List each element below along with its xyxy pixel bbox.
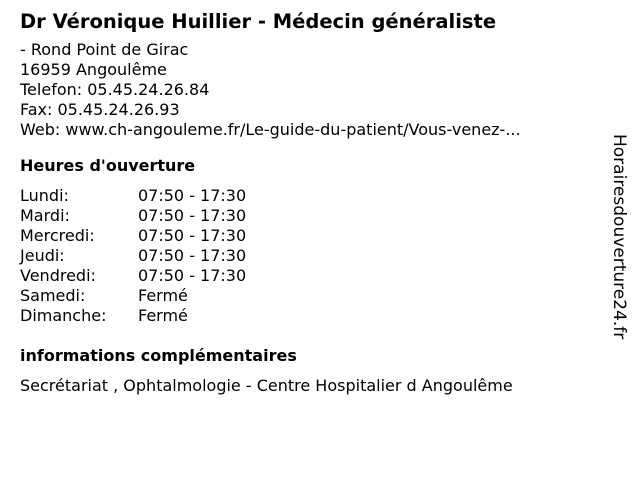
address-block bbox=[20, 40, 600, 140]
hours-row-thursday bbox=[20, 246, 600, 266]
site-brand-vertical: Horairesdouverture24.fr bbox=[609, 134, 629, 340]
day-label: Jeudi: bbox=[20, 246, 65, 265]
website-link[interactable]: Web: www.ch-angouleme.fr/Le-guide-du-patient/Vous-venez-... bbox=[20, 120, 521, 139]
listing-card bbox=[20, 8, 600, 396]
hours-row-saturday bbox=[20, 286, 600, 306]
day-hours: 07:50 - 17:30 bbox=[138, 206, 247, 225]
day-hours: 07:50 - 17:30 bbox=[138, 186, 247, 205]
day-hours: 07:50 - 17:30 bbox=[138, 266, 247, 285]
page-title: Dr Véronique Huillier - Médecin généraliste bbox=[20, 10, 497, 33]
day-label: Mercredi: bbox=[20, 226, 95, 245]
day-label: Dimanche: bbox=[20, 306, 107, 325]
fax-number: Fax: 05.45.24.26.93 bbox=[20, 100, 180, 119]
day-label: Lundi: bbox=[20, 186, 69, 205]
day-label: Vendredi: bbox=[20, 266, 96, 285]
hours-row-sunday bbox=[20, 306, 600, 326]
hours-row-tuesday bbox=[20, 206, 600, 226]
hours-table bbox=[20, 186, 600, 326]
phone-number: Telefon: 05.45.24.26.84 bbox=[20, 80, 210, 99]
city-address: 16959 Angoulême bbox=[20, 60, 167, 79]
day-hours: Fermé bbox=[138, 306, 188, 325]
day-hours: 07:50 - 17:30 bbox=[138, 226, 247, 245]
hours-row-friday bbox=[20, 266, 600, 286]
hours-row-wednesday bbox=[20, 226, 600, 246]
info-text: Secrétariat , Ophtalmologie - Centre Hospitalier d Angoulême bbox=[20, 376, 513, 395]
hours-heading: Heures d'ouverture bbox=[20, 156, 196, 175]
street-address: - Rond Point de Girac bbox=[20, 40, 189, 59]
info-heading: informations complémentaires bbox=[20, 346, 297, 365]
day-label: Mardi: bbox=[20, 206, 70, 225]
day-label: Samedi: bbox=[20, 286, 86, 305]
hours-row-monday bbox=[20, 186, 600, 206]
day-hours: 07:50 - 17:30 bbox=[138, 246, 247, 265]
day-hours: Fermé bbox=[138, 286, 188, 305]
